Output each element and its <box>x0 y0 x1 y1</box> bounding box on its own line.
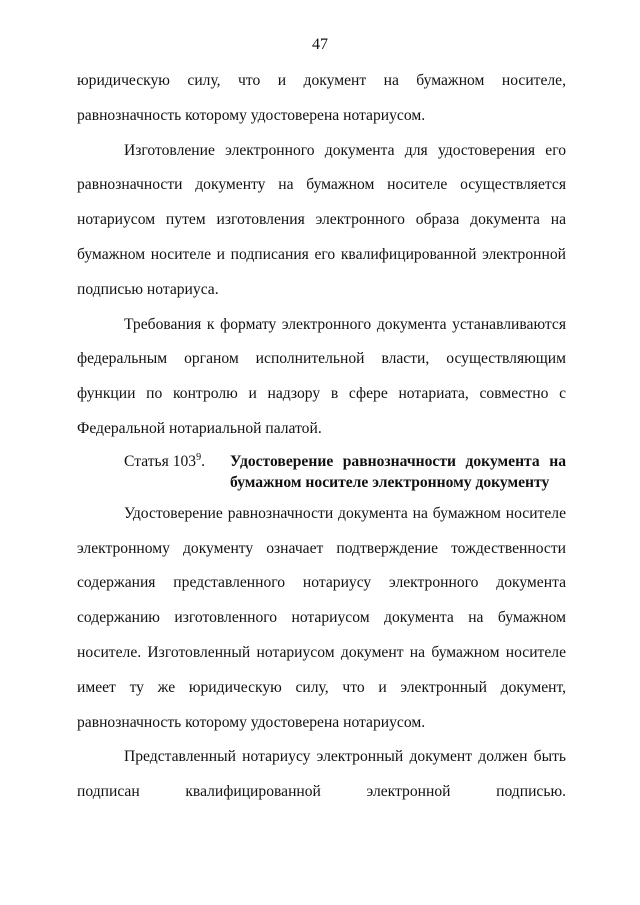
article-suffix: . <box>201 452 206 470</box>
paragraph-equivalence-definition: Удостоверение равнозначности документа на бумажном носителе электронному документу означает подтверждение тождественности содержания представленного нотариусу электронного документа содержанию изготовленного нотариусом документа на бумажном носителе. Изготовленный нотариусом документ на бумажном носителе имеет ту же юридическую силу, что и электронный документ, равнозначность которому удостоверена нотариусом. <box>77 504 566 731</box>
paragraph-format-requirements: Требования к формату электронного документа устанавливаются федеральным органом исполнительной власти, осуществляющим функции по контролю и надзору в сфере нотариата, совместно с Федеральной нотариальной палатой. <box>77 315 566 437</box>
document-body <box>77 64 566 810</box>
page-number: 47 <box>312 36 328 53</box>
paragraph-electronic-document-creation: Изготовление электронного документа для удостоверения его равнозначности документу на бумажном носителе осуществляется нотариусом путем изготовления электронного образа документа на бумажном носителе и подписания его квалифицированной электронной подписью нотариуса. <box>77 141 566 298</box>
article-title: Удостоверение равнозначности документа на бумажном носителе электронному документу <box>230 452 566 491</box>
article-superscript: 9 <box>196 451 202 463</box>
paragraph-signature-requirement: Представленный нотариусу электронный документ должен быть подписан квалифицированной электронной подписью. <box>77 748 566 801</box>
article-number <box>77 451 230 493</box>
paragraph-continuation: юридическую силу, что и документ на бумажном носителе, равнозначность которому удостоверена нотариусом. <box>77 72 566 124</box>
article-label: Статья 103 <box>124 452 197 470</box>
article-heading <box>77 447 566 497</box>
